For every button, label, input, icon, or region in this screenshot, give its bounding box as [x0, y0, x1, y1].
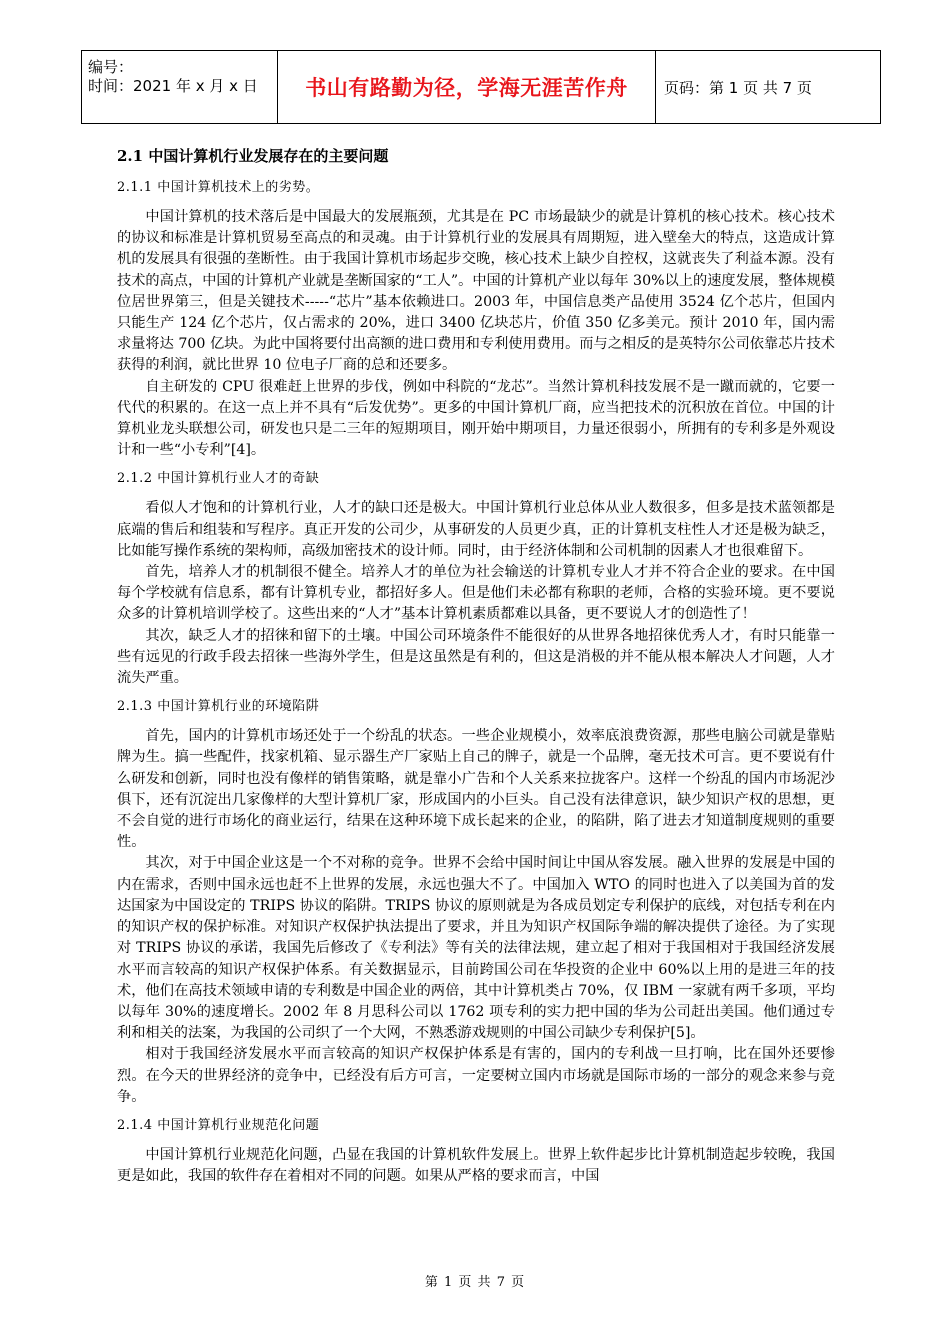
document-header [81, 50, 881, 124]
paragraph: 首先，培养人才的机制很不健全。培养人才的单位为社会输送的计算机专业人才并不符合企业的要求。在中国每个学校就有信息系，都有计算机专业，都招好多人。但是他们未必都有称职的老师，合格的实验环境。更不要说众多的计算机培训学校了。这些出来的“人才”基本计算机素质都难以具备，更不要说人才的创造性了！ [117, 564, 835, 623]
paragraph: 相对于我国经济发展水平而言较高的知识产权保护体系是有害的，国内的专利战一旦打响，比在国外还要惨烈。在今天的世界经济的竞争中，已经没有后方可言，一定要树立国内市场就是国际市场的一部分的观念来参与竞争。 [117, 1046, 835, 1105]
time-label: 时间：2021 年 x 月 x 日 [88, 77, 258, 95]
paragraph: 看似人才饱和的计算机行业，人才的缺口还是极大。中国计算机行业总体从业人数很多，但多是技术蓝领都是底端的售后和组装和写程序。真正开发的公司少，从事研发的人员更少真，正的计算机支柱性人才还是极为缺乏，比如能写操作系统的架构师，高级加密技术的设计师。同时，由于经济体制和公司机制的因素人才也很难留下。 [117, 500, 835, 559]
header-meta [82, 51, 278, 123]
paragraph: 中国计算机的技术落后是中国最大的发展瓶颈，尤其是在 PC 市场最缺少的就是计算机的核心技术。核心技术的协议和标准是计算机贸易至高点的和灵魂。由于计算机行业的发展具有周期短，进入壁垒大的特点，这造成计算机的发展具有很强的垄断性。由于我国计算机市场起步交晚，核心技术上缺少自控权，这就丧失了利益本源。没有技术的高点，中国的计算机产业就是垄断国家的“工人”。中国的计算机产业以每年 30%以上的速度发展，整体规模位居世界第三，但是关键技术-----“芯片”基本依赖进口。2003 年，中国信息类产品使用 3524 亿个芯片，但国内只能生产 124 亿个芯片，仅占需求的 20%，进口 3400 亿块芯片，价值 350 亿多美元。预计 2010 年，国内需求量将达 700 亿块。为此中国将要付出高额的进口费用和专利使用费用。而与之相反的是英特尔公司依靠芯片技术获得的利润，就比世界 10 位电子厂商的总和还要多。 [117, 209, 835, 374]
page-footer: 第 1 页 共 7 页 [424, 1275, 526, 1290]
number-label: 编号： [88, 58, 134, 76]
document-body [117, 146, 835, 1187]
subsection-title: 2.1.3 中国计算机行业的环境陷阱 [117, 699, 320, 715]
section-title: 2.1 中国计算机行业发展存在的主要问题 [117, 147, 389, 165]
paragraph: 其次，对于中国企业这是一个不对称的竞争。世界不会给中国时间让中国从容发展。融入世界的发展是中国的内在需求，否则中国永远也赶不上世界的发展，永远也强大不了。中国加入 WTO 的同时也进入了以美国为首的发达国家为中国设定的 TRIPS 协议的陷阱。TRIPS 协议的原则就是为各成员划定专利保护的底线，对包括专利在内的知识产权的保护标准。对知识产权保护执法提出了要求，并且为知识产权国际争端的解决提供了途径。为了实现对 TRIPS 协议的承诺，我国先后修改了《专利法》等有关的法律法规，建立起了相对于我国相对于我国经济发展水平而言较高的知识产权保护体系。有关数据显示，目前跨国公司在华投资的企业中 60%以上用的是进三年的技术，他们在高技术领域申请的专利数是中国企业的两倍，其中计算机类占 70%，仅 IBM 一家就有两千多项，平均以每年 30%的速度增长。2002 年 8 月思科公司以 1762 项专利的实力把中国的华为公司赶出美国。他们通过专利和相关的法案，为我国的公司织了一个大网，不熟悉游戏规则的中国公司缺少专利保护[5]。 [117, 855, 835, 1042]
paragraph: 其次，缺乏人才的招徕和留下的土壤。中国公司环境条件不能很好的从世界各地招徕优秀人才，有时只能靠一些有远见的行政手段去招徕一些海外学生，但是这虽然是有利的，但这是消极的并不能从根本解决人才问题，人才流失严重。 [117, 627, 835, 687]
header-page-cell [656, 51, 880, 123]
paragraph: 自主研发的 CPU 很难赶上世界的步伐，例如中科院的“龙芯”。当然计算机科技发展不是一蹴而就的，它要一代代的积累的。在这一点上并不具有“后发优势”。更多的中国计算机厂商，应当把技术的沉积放在首位。中国的计算机业龙头联想公司，研发也只是二三年的短期项目，刚开始中期项目，力量还很弱小，所拥有的专利多是外观设计和一些“小专利”[4]。 [117, 378, 835, 459]
page-label: 页码：第 1 页 共 7 页 [664, 78, 812, 97]
subsection-title: 2.1.4 中国计算机行业规范化问题 [117, 1117, 320, 1133]
paragraph: 首先，国内的计算机市场还处于一个纷乱的状态。一些企业规模小，效率底浪费资源，那些电脑公司就是靠贴牌为生。搞一些配件，找家机箱、显示器生产厂家贴上自己的牌子，就是一个品牌，毫无技术可言。更不要说有什么研发和创新，同时也没有像样的销售策略，就是靠小广告和个人关系来拉拢客户。这样一个纷乱的国内市场泥沙俱下，还有沉淀出几家像样的大型计算机厂家，形成国内的小巨头。自己没有法律意识，缺少知识产权的思想，更不会自觉的进行市场化的商业运行，结果在这种环境下成长起来的企业，的陷阱，陷了进去才知道制度规则的重要性。 [117, 728, 835, 851]
paragraph: 中国计算机行业规范化问题，凸显在我国的计算机软件发展上。世界上软件起步比计算机制造起步较晚，我国更是如此，我国的软件存在着相对不同的问题。如果从严格的要求而言，中国 [117, 1146, 835, 1185]
header-motto: 书山有路勤为径，学海无涯苦作舟 [305, 76, 628, 100]
subsection-title: 2.1.1 中国计算机技术上的劣势。 [117, 180, 320, 195]
subsection-title: 2.1.2 中国计算机行业人才的奇缺 [117, 471, 320, 487]
header-motto-cell [278, 51, 656, 123]
